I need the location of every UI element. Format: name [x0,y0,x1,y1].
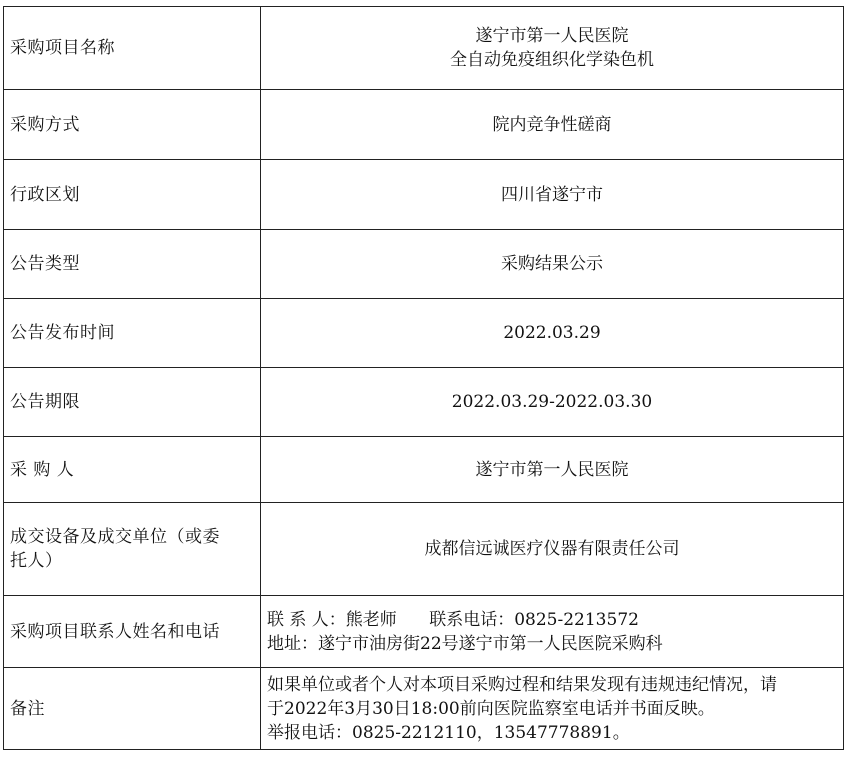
contact-label: 采购项目联系人姓名和电话 [4,596,261,668]
winner-value: 成都信远诚医疗仪器有限责任公司 [261,503,844,596]
row-winner [4,503,844,596]
winner-label-line2: 托人） [10,551,63,571]
project-name-line2: 全自动免疫组织化学染色机 [450,50,654,70]
row-notice-type [4,230,844,299]
row-publish-time [4,299,844,368]
row-remarks [4,668,844,750]
winner-label-line1: 成交设备及成交单位（或委 [10,527,220,547]
row-purchaser [4,437,844,503]
region-value: 四川省遂宁市 [261,160,844,230]
purchaser-label: 采 购 人 [4,437,261,503]
winner-label [4,503,261,596]
method-value: 院内竞争性磋商 [261,90,844,160]
contact-line1: 联 系 人：熊老师 联系电话：0825-2213572 [267,609,639,630]
procurement-result-table [3,6,844,750]
period-label: 公告期限 [4,368,261,437]
row-period [4,368,844,437]
contact-value [261,596,844,668]
project-name-label: 采购项目名称 [4,7,261,90]
remarks-label: 备注 [4,668,261,750]
publish-time-label: 公告发布时间 [4,299,261,368]
project-name-line1: 遂宁市第一人民医院 [475,26,629,46]
method-label: 采购方式 [4,90,261,160]
remarks-line2: 于2022年3月30日18:00前向医院监察室电话并书面反映。 [267,698,715,719]
row-method [4,90,844,160]
contact-line2: 地址：遂宁市油房街22号遂宁市第一人民医院采购科 [267,633,663,654]
project-name-value [261,7,844,90]
remarks-line3: 举报电话：0825-2212110，13547778891。 [267,722,630,743]
notice-type-label: 公告类型 [4,230,261,299]
row-contact [4,596,844,668]
purchaser-value: 遂宁市第一人民医院 [261,437,844,503]
row-region [4,160,844,230]
publish-time-value: 2022.03.29 [261,299,844,368]
remarks-value [261,668,844,750]
remarks-line1: 如果单位或者个人对本项目采购过程和结果发现有违规违纪情况，请 [267,674,777,695]
period-value: 2022.03.29-2022.03.30 [261,368,844,437]
region-label: 行政区划 [4,160,261,230]
notice-type-value: 采购结果公示 [261,230,844,299]
row-project-name [4,7,844,90]
